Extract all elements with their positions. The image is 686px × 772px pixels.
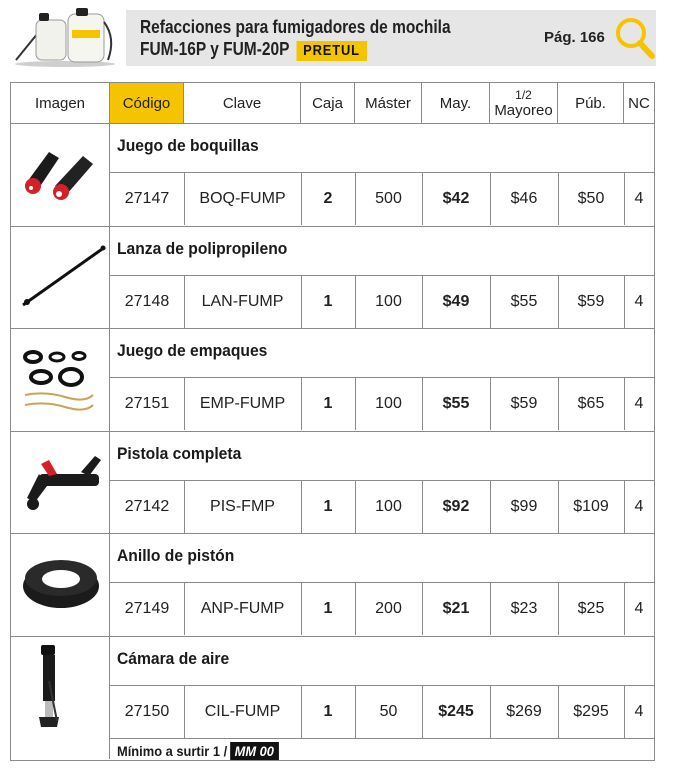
cell-pub: $59 [577,292,605,310]
col-divider [301,378,302,430]
col-header-may: May. [422,83,490,123]
cell-nc: 4 [634,190,644,207]
col-divider [301,686,302,738]
piston-ring-icon [19,548,103,618]
col-header-imagen: Imagen [11,83,110,123]
col-header-nc: NC [628,94,650,112]
col-divider [490,481,491,533]
col-divider [422,583,423,635]
col-divider [490,276,491,328]
col-divider [355,583,356,635]
cell-master: 200 [375,600,402,617]
cell-key: ANP-FUMP [200,600,285,617]
cell-master: 100 [375,292,402,310]
col-divider [422,276,423,328]
cell-code: 27147 [124,190,170,207]
parts-table [10,82,655,761]
col-divider [184,173,185,225]
col-divider [624,583,625,635]
col-divider [422,173,423,225]
col-divider [558,378,559,430]
product-name: Juego de empaques [117,341,268,360]
cell-may: $245 [438,702,474,720]
col-divider [355,378,356,430]
cell-may: $55 [442,395,470,412]
cell-pub: $109 [573,497,609,515]
col-divider [301,276,302,328]
col-divider [624,378,625,430]
cell-box: 1 [323,600,333,617]
col-divider [184,686,185,738]
cell-key: LAN-FUMP [201,292,284,310]
cell-code: 27151 [124,395,170,412]
col-header-medio-mayoreo [490,83,558,123]
col-divider [422,378,423,430]
product-image-4 [11,534,110,636]
cell-box: 1 [323,292,333,310]
cell-box: 1 [323,497,333,515]
cell-half: $46 [510,190,538,207]
cell-key: BOQ-FUMP [199,190,286,207]
col-divider [422,481,423,533]
cell-box: 1 [323,395,333,412]
cell-pub: $25 [577,600,605,617]
row-separator [110,738,654,739]
cell-half: $269 [506,702,542,720]
gaskets-icon [19,343,99,413]
col-divider [301,481,302,533]
col-divider [490,173,491,225]
cell-key: PIS-FMP [210,497,275,515]
cell-nc: 4 [634,702,644,720]
cell-master: 500 [375,190,402,207]
col-header-pub: Púb. [558,83,624,123]
col-divider [355,173,356,225]
page-header [12,8,656,68]
col-divider [184,276,185,328]
col-divider [558,583,559,635]
cell-nc: 4 [634,600,644,617]
brand-badge: PRETUL [296,41,367,61]
product-name: Anillo de pistón [117,546,235,565]
cell-master: 50 [379,702,398,720]
nozzles-icon [19,138,99,208]
cell-code: 27148 [124,292,170,310]
col-divider [490,583,491,635]
product-image-1 [11,227,110,329]
col-divider [184,481,185,533]
col-header-master: Máster [355,83,422,123]
cell-code: 27142 [124,497,170,515]
page-number: Pág. 166 [544,29,605,46]
spray-gun-icon [19,446,103,516]
col-divider [301,173,302,225]
footer-text: Mínimo a surtir 1 / [117,743,228,759]
product-name: Lanza de polipropileno [117,238,288,258]
col-divider [558,686,559,738]
cell-half: $59 [510,395,538,412]
col-divider [558,173,559,225]
cell-nc: 4 [634,497,644,515]
col-divider [624,173,625,225]
col-header-caja: Caja [301,83,355,123]
cell-may: $49 [442,292,470,310]
col-header-clave: Clave [184,83,301,123]
search-icon [614,16,656,60]
product-image-3 [11,432,110,534]
cell-master: 100 [375,497,402,515]
col-divider [184,583,185,635]
footer-badge: MM 00 [230,742,279,760]
cell-key: EMP-FUMP [199,395,286,412]
cell-may: $92 [442,497,470,515]
cell-key: CIL-FUMP [204,702,281,720]
cell-nc: 4 [634,292,644,310]
col-divider [301,583,302,635]
cell-box: 1 [323,702,333,720]
cell-pub: $295 [573,702,609,720]
col-divider [624,686,625,738]
cell-pub: $65 [577,395,605,412]
product-name: Cámara de aire [117,648,230,668]
col-header-mayoreo: Mayoreo [494,102,553,119]
sprayer-backpack-icon [12,8,118,68]
footer-note [117,742,279,760]
cell-may: $21 [442,600,470,617]
product-image-0 [11,124,110,226]
cell-half: $55 [510,292,538,310]
col-header-codigo: Código [110,83,184,123]
col-divider [355,276,356,328]
col-divider [624,481,625,533]
product-image-5 [11,637,110,760]
cell-code: 27150 [124,702,170,720]
cell-code: 27149 [124,600,170,617]
col-header-half: 1/2 [515,88,532,102]
page-title: Refacciones para fumigadores de mochila FUM-16P y FUM-20P PRETUL [140,17,451,59]
col-divider [490,378,491,430]
col-divider [422,686,423,738]
col-divider [490,686,491,738]
col-divider [184,378,185,430]
cell-half: $23 [510,600,538,617]
col-divider [355,686,356,738]
cell-nc: 4 [634,395,644,412]
product-name: Juego de boquillas [117,136,259,155]
cell-pub: $50 [577,190,605,207]
col-divider [624,276,625,328]
cell-master: 100 [375,395,402,412]
col-divider [558,276,559,328]
col-divider [558,481,559,533]
air-chamber-icon [19,641,79,731]
cell-box: 2 [323,190,333,207]
product-image-2 [11,329,110,431]
lance-icon [19,241,109,311]
cell-may: $42 [442,190,470,207]
col-divider [355,481,356,533]
cell-half: $99 [510,497,538,515]
product-name: Pistola completa [117,443,242,463]
